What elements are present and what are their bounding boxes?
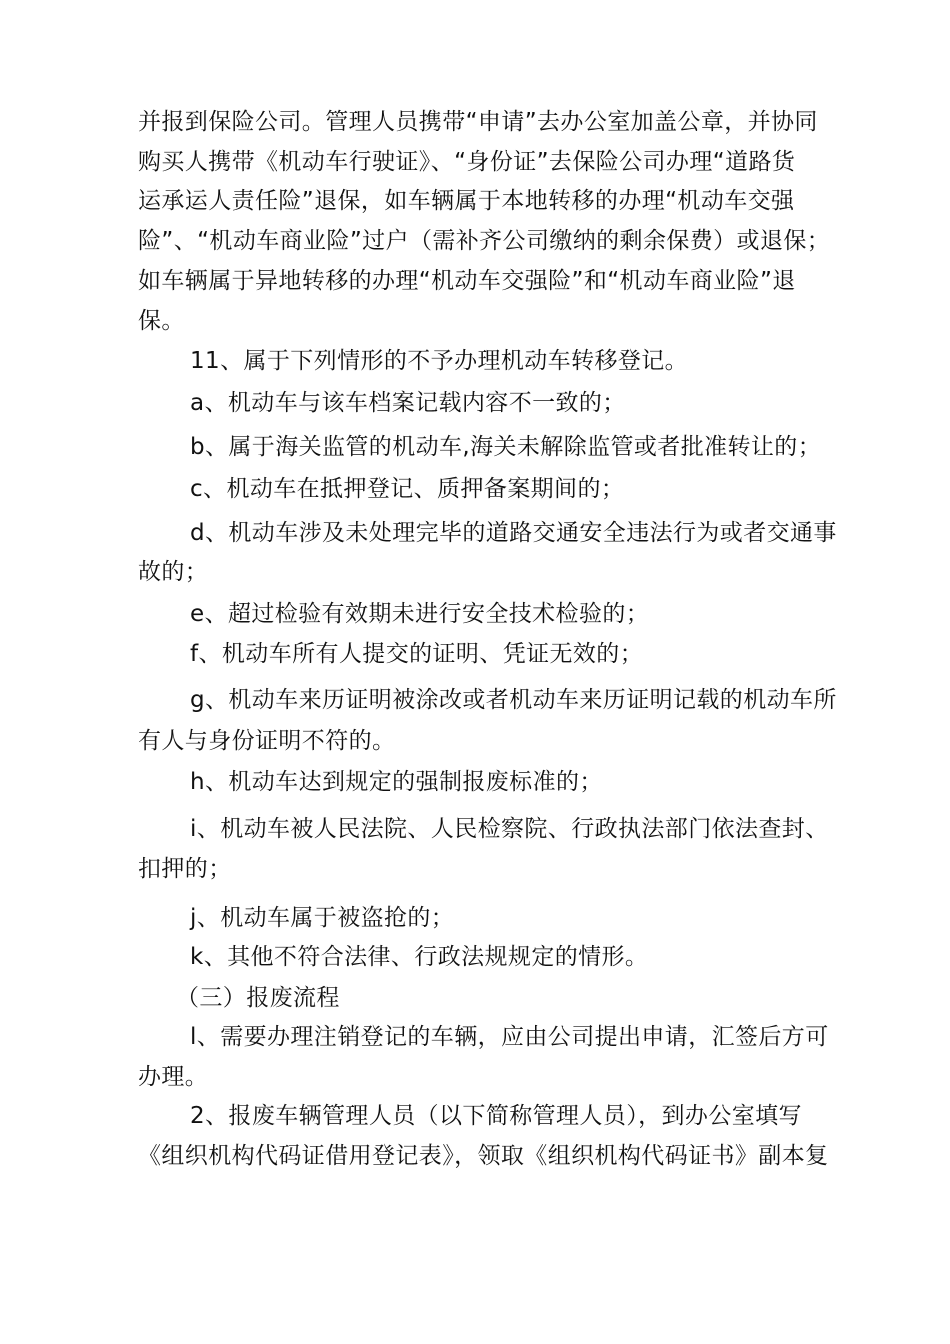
text-line: 保。 — [138, 308, 185, 334]
list-item-j: j、机动车属于被盗抢的； — [190, 905, 455, 931]
text-line: 如车辆属于异地转移的办理“机动车交强险”和“机动车商业险”退 — [138, 268, 796, 294]
paragraph-1-cont: 办理。 — [138, 1064, 209, 1090]
text-line: 购买人携带《机动车行驶证》、“身份证”去保险公司办理“道路货 — [138, 149, 796, 175]
list-item-d: d、机动车涉及未处理完毕的道路交通安全违法行为或者交通事 — [190, 520, 837, 546]
list-item-a: a、机动车与该车档案记载内容不一致的； — [190, 390, 626, 416]
paragraph-2: 2、报废车辆管理人员（以下简称管理人员），到办公室填写 — [190, 1103, 802, 1129]
list-heading-11: 11、属于下列情形的不予办理机动车转移登记。 — [190, 348, 689, 374]
list-item-d-cont: 故的； — [138, 559, 209, 585]
list-item-c: c、机动车在抵押登记、质押备案期间的； — [190, 476, 625, 502]
list-item-i-cont: 扣押的； — [138, 856, 232, 882]
list-item-f: f、机动车所有人提交的证明、凭证无效的； — [190, 641, 644, 667]
list-item-h: h、机动车达到规定的强制报废标准的； — [190, 769, 603, 795]
list-item-k: k、其他不符合法律、行政法规规定的情形。 — [190, 944, 649, 970]
list-item-i: i、机动车被人民法院、人民检察院、行政执法部门依法查封、 — [190, 816, 829, 842]
list-item-g-cont: 有人与身份证明不符的。 — [138, 728, 396, 754]
list-item-b: b、属于海关监管的机动车,海关未解除监管或者批准转让的； — [190, 434, 822, 460]
text-line: 险”、“机动车商业险”过户（需补齐公司缴纳的剩余保费）或退保； — [138, 228, 831, 254]
list-item-g: g、机动车来历证明被涂改或者机动车来历证明记载的机动车所 — [190, 687, 837, 713]
section-heading: （三）报废流程 — [176, 985, 340, 1011]
paragraph-2-cont: 《组织机构代码证借用登记表》，领取《组织机构代码证书》副本复 — [138, 1143, 829, 1169]
text-line: 并报到保险公司。管理人员携带“申请”去办公室加盖公章，并协同 — [138, 109, 818, 135]
paragraph-1: l、需要办理注销登记的车辆，应由公司提出申请，汇签后方可 — [190, 1024, 829, 1050]
list-item-e: e、超过检验有效期未进行安全技术检验的； — [190, 601, 650, 627]
text-line: 运承运人责任险”退保，如车辆属于本地转移的办理“机动车交强 — [138, 188, 795, 214]
